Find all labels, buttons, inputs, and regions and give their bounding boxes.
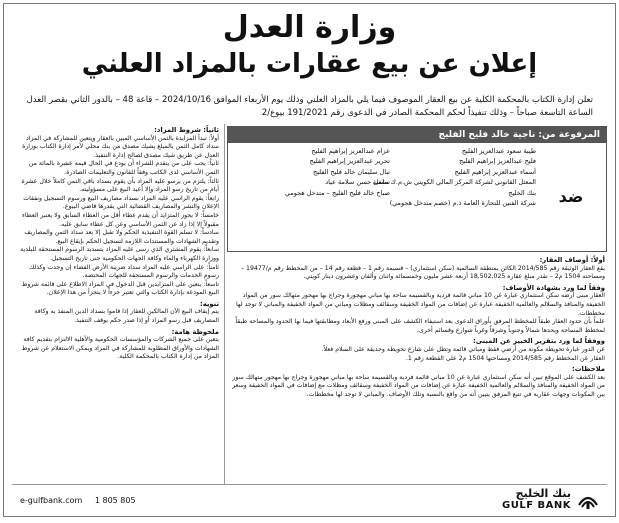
respondent: عزام عبدالعزيز إبراهيم الفليج: [311, 147, 390, 155]
bank-name-ar: بنك الخليج: [515, 487, 571, 500]
respondent: طيبة سعود عبدالعزيز الفليج: [461, 147, 536, 155]
intro-paragraph: تعلن إدارة الكتاب بالمحكمة الكلية عن بيع العقار الموصوف فيما يلي بالمزاد العلني وذلك يوم الأربعاء الموافق 2024/10/16 – قاعة 48 – بالدور الثاني بقصر العدل الساعة التاسعة صباحاً – وذلك تنفيذاً لحكم المحكمة الصادر في الدعوى رقم 191/2021 بيوع/2: [26, 95, 593, 118]
section-text: عن الدور عبارة تحويطة مكونة من أرضي فقط ومباني قائمة وتطل على شارع تحويطة وحديقة على السلام فعلاً.: [321, 345, 605, 353]
bank-name-en: GULF BANK: [502, 500, 571, 511]
parties-header: [228, 127, 606, 143]
column-divider: [224, 124, 225, 484]
section-text: ثالثاً: يلتزم من يرسو عليه المزاد بأن يقوم بسداد باقي الثمن كاملاً خلال عشرة أيام من تاريخ رسو المزاد وإلا أعيد البيع على مسؤوليته.: [21, 177, 219, 194]
section-heading: ملاحظات:: [572, 365, 605, 374]
footer-divider: [12, 484, 607, 485]
respondent: المعثل القانوني لشركة المركز المالي الكويتي ش.م.ك مقفلة: [372, 178, 536, 187]
section-text: يتعين على جميع الشركات والمؤسسات الحكومية والأهلية الالتزام بتقديم كافة الشهادات والأوراق المطلوبة للمشاركة في المزاد ويمكن الاستعلام عن شروط المزاد من إدارة الكتاب بالمحكمة الكلية.: [21, 336, 219, 361]
section-text: سابعاً: يقوم المشتري الذي رسى عليه المزاد بتسديد الرسوم المستحقة للبلدية ووزارة الكهرباء والماء وكافة الجهات الحكومية حتى تاريخ التسجيل.: [20, 246, 219, 262]
gulf-bank-logo: [502, 488, 599, 512]
section-text: العقار مبنى أرضه سكن استثماري عبارة عن 10 مباني قائمة فردية وبالقسيمة ساحة بها مباني مهجورة وجراج بها مهجور متهالك سور من المواد الخفيفة والمنافذ والسلالم والعالمية الخفيفة عبارة عن إضافات من المواد الخفيفة وسقائف ومظلات ومباني من المواد الخفيفة والمباني لا توجد لها مخططات.: [236, 292, 605, 317]
respondent: صباح خالد فليح الفليج – متدخل هجومي: [284, 188, 390, 197]
respondent: نبال سليمان خالد فليح الفليج: [312, 167, 390, 176]
petitioner-label: المرفوعة من: ناجية خالد فليح الفليج: [438, 130, 600, 140]
section-text: خامساً: لا يجوز المتزايد أن يقدم عطاء أقل من العطاء السابق ولا يعتبر العطاء مقبولاً إلا إذا زاد عن الثمن الأساسي وعن كل عطاء سابق عليه.: [22, 211, 219, 228]
property-description-column: [229, 254, 605, 400]
section-text: يقع العقار الوثيقة رقم 2014/585 الكائن بمنطقة السالمية (سكن استثماري) – قسيمة رقم 1 – قطعة رقم 14 – من المخطط رقم م/19477 – ومساحته 1504 م2 – تقدر مبلغ عقاره 18,502,025 أربعة عشر مليون وخمسمائة واثنان وألفان وعشرون دينار كويتي.: [240, 264, 605, 281]
phone-number: 1 805 805: [94, 496, 136, 505]
respondent: تحرير عبدالعزيز إبراهيم الفليج: [309, 157, 390, 166]
parties-body: [228, 143, 606, 249]
section-heading: ثانياً: شروط المزاد:: [154, 126, 219, 134]
section-text: بعد الكشف على الموقع تبين أنه سكن استثماري عبارة عن 10 مباني قائمة فردية وبالقسيمة ساحة بها مباني مهجورة وجراج بها مهجور متهالك سور من المواد الخفيفة والمنافذ والسلالم والعالمية الخفيفة عبارة عن إضافات من المواد الخفيفة وسقائف ومظلات مع إضافات في المواد الخفيفة وسعر بين المكونات وجهات عقارية في تتبع المرفق يتبين أنه من واقع بالنسبة وتلك الأوصاف. والمباني لا توجد لها مخططات.: [232, 373, 605, 398]
section-text: أولاً: تبدأ المزايدة بالثمن الأساسي المبين بالعقار ويتعين للمشاركة في المزاد سداد كامل الثمن بالمبلغ بشيك مصدق من بنك محلي لأمر إدارة الكتاب بوزارة العدل عن طريق شيك مصدق لصالح إدارة التنفيذ.: [22, 134, 219, 159]
bank-name: [502, 488, 571, 512]
auction-terms-column: [14, 124, 219, 362]
section-text: تاسعاً: يتعين على المتزايدين قبل الدخول في المزاد الاطلاع على قائمة شروط البيع المودعة بإدارة الكتاب والتي تعتبر جزءاً لا يتجزأ من هذا الإعلان.: [21, 280, 219, 297]
section-heading: ملحوظة هامة:: [171, 327, 219, 336]
section-heading: وفقاً لما ورد بشهادة الأوصاف:: [502, 283, 605, 292]
respondent: فليح عبدالعزيز إبراهيم الفليج: [459, 157, 536, 166]
parties-table: [227, 126, 607, 252]
respondent: سلمى حسن سلامة عياد: [325, 178, 390, 187]
respondent: بنك الخليج: [508, 188, 536, 197]
section-text: سادساً: لا تسلم القوة التنفيذية الحكم ولا تقبل إلا بعد سداد الثمن والمصاريف وتقديم الشهادات والمستندات اللازمة لتسجيل الحكم بإيقاع البيع.: [24, 229, 219, 245]
ministry-title: وزارة العدل: [222, 10, 397, 45]
section-text: رابعاً: يقوم الراسي عليه المزاد بسداد مصاريف البيع ورسوم التسجيل ونفقات الإعلان والنشر والمصاريف القضائية التي يقدرها قاضي البيوع.: [23, 194, 219, 211]
section-text: ثامناً: على الراسي عليه المزاد سداد ضريبة الأرض الفضاء إن وجدت وكذلك رسوم الخدمات والرسوم المستحقة للجهات المختصة.: [29, 263, 219, 280]
footer-contact: [20, 496, 146, 505]
website-link[interactable]: e-gulfbank.com: [20, 496, 83, 505]
section-text: ثانياً: يجب على من يتقدم للشراء أن يودع في الحال قيمة عشرة بالمائة من الثمن الأساسي لدى الكاتب وفقاً للقانون والتعليمات الصادرة.: [28, 160, 219, 176]
respondent: أسماء عبدالعزيز إبراهيم الفليج: [454, 167, 536, 176]
section-heading: ووفقاً لما ورد بتقرير الخبير عن المبنى:: [473, 337, 605, 346]
respondent: شركة الفنين للتجارة العامة ذ.م (خصم متدخل هجومي): [389, 199, 536, 208]
against-label: ضد: [558, 186, 584, 206]
respondents-left-column: [228, 143, 396, 249]
respondents-right-column: [372, 143, 536, 249]
section-text: علماً بأن حدود العقار طبقاً للمخطط المرفق بأوراق الدعوى بعد استيفاء الكشف على المبنى ورفع الأبعاد ومطابقتها فيما بها الحدود والمساحة طبقاً لمخطط المساحة ويحدها شمالاً وجنوباً وشرقاً وغرباً شوارع وقسائم أخرى.: [235, 318, 605, 334]
section-heading: تنويه:: [200, 299, 219, 308]
section-text: يتم إيقاف البيع الآن المالكين للعقار إذا قاموا بسداد الدين المنفذ به وكافة المصاريف قبل رسو المزاد أو إذا صدر حكم بوقف التنفيذ.: [34, 308, 219, 325]
announcement-title: إعلان عن بيع عقارات بالمزاد العلني: [81, 49, 538, 79]
bank-emblem-icon: [577, 489, 599, 511]
section-text: العقار عن المخطط رقم 2014/585 ومساحتها 1504 م2 على القطعة رقم 1.: [405, 354, 605, 362]
section-heading: أولاً: أوصاف العقار:: [539, 256, 605, 264]
announcement-page: [3, 3, 616, 517]
